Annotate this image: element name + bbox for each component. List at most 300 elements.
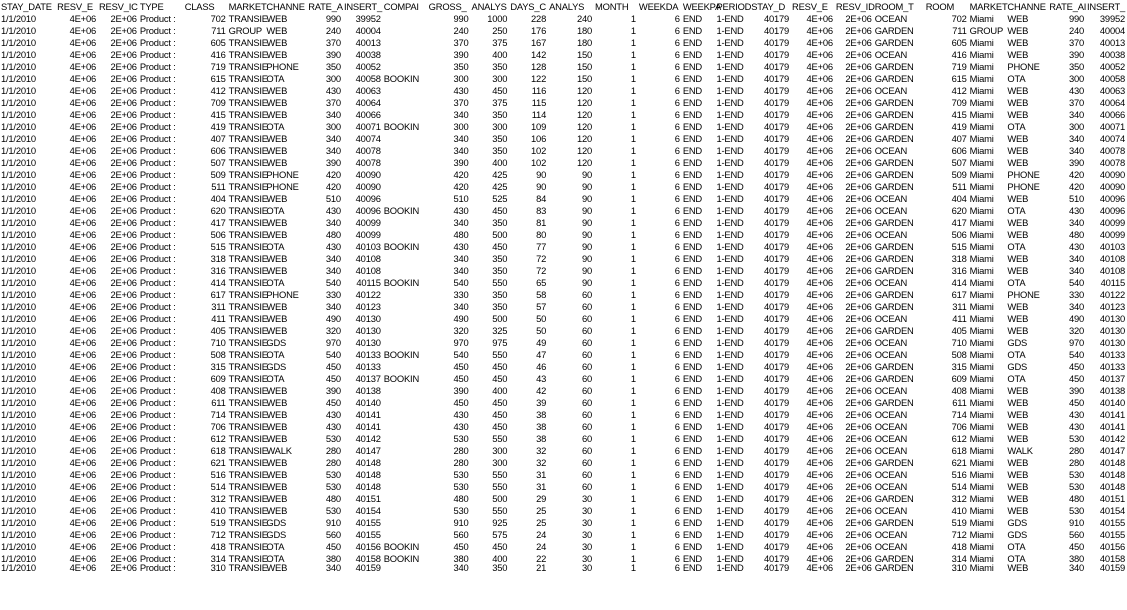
- table-cell[interactable]: Miami: [969, 517, 994, 528]
- table-cell[interactable]: 910: [1068, 517, 1084, 528]
- table-cell[interactable]: 40071: [1099, 121, 1125, 132]
- table-cell[interactable]: Miami: [969, 445, 994, 456]
- table-cell[interactable]: Product :: [139, 385, 176, 396]
- table-cell[interactable]: 2E+06: [845, 397, 872, 408]
- table-cell[interactable]: Miami: [969, 553, 994, 564]
- table-cell[interactable]: 40179: [763, 217, 790, 228]
- table-cell[interactable]: 990: [1068, 13, 1084, 24]
- table-cell[interactable]: 6: [674, 553, 680, 564]
- table-cell[interactable]: 1/1/2010: [1, 301, 36, 312]
- table-cell[interactable]: 2E+06: [845, 13, 872, 24]
- table-cell[interactable]: 39: [536, 397, 547, 408]
- table-cell[interactable]: END: [682, 517, 703, 528]
- table-cell[interactable]: OTA: [1007, 73, 1026, 84]
- table-cell[interactable]: 2E+06: [845, 109, 872, 120]
- table-cell[interactable]: OTA: [1007, 277, 1026, 288]
- table-cell[interactable]: 84: [536, 193, 547, 204]
- table-cell[interactable]: BOOKIN: [383, 241, 420, 252]
- table-cell[interactable]: Miami: [969, 265, 994, 276]
- table-cell[interactable]: 1/1/2010: [1, 193, 36, 204]
- table-cell[interactable]: TRANSIE: [228, 517, 268, 528]
- table-cell[interactable]: 612: [210, 433, 226, 444]
- table-cell[interactable]: 300: [492, 121, 508, 132]
- table-cell[interactable]: 450: [492, 397, 508, 408]
- table-cell[interactable]: 1-END: [716, 97, 744, 108]
- table-cell[interactable]: WEB: [266, 229, 288, 240]
- table-cell[interactable]: TRANSIE: [228, 562, 268, 573]
- table-cell[interactable]: 2E+06: [110, 349, 137, 360]
- table-cell[interactable]: 450: [453, 541, 469, 552]
- column-header[interactable]: CLASS: [184, 1, 215, 12]
- table-cell[interactable]: 312: [951, 493, 967, 504]
- table-cell[interactable]: 340: [1068, 562, 1084, 573]
- table-cell[interactable]: 40179: [763, 517, 790, 528]
- table-cell[interactable]: 1: [630, 385, 636, 396]
- table-cell[interactable]: Product :: [139, 85, 176, 96]
- table-cell[interactable]: 450: [453, 373, 469, 384]
- table-cell[interactable]: 90: [582, 241, 593, 252]
- table-cell[interactable]: Product :: [139, 205, 176, 216]
- table-cell[interactable]: END: [682, 145, 703, 156]
- table-cell[interactable]: 1-END: [716, 313, 744, 324]
- table-cell[interactable]: 240: [453, 25, 469, 36]
- table-cell[interactable]: 425: [492, 181, 508, 192]
- table-cell[interactable]: 712: [210, 529, 226, 540]
- table-cell[interactable]: Miami: [969, 421, 994, 432]
- table-cell[interactable]: 180: [576, 25, 593, 36]
- table-cell[interactable]: END: [682, 493, 703, 504]
- table-cell[interactable]: 40179: [763, 301, 790, 312]
- table-cell[interactable]: 4E+06: [69, 181, 96, 192]
- table-cell[interactable]: 1: [630, 157, 636, 168]
- table-cell[interactable]: 6: [674, 361, 680, 372]
- table-cell[interactable]: TRANSIE: [228, 493, 268, 504]
- table-cell[interactable]: 370: [1068, 97, 1084, 108]
- table-cell[interactable]: GROUP: [969, 25, 1004, 36]
- table-cell[interactable]: 40179: [763, 193, 790, 204]
- table-cell[interactable]: Product :: [139, 97, 176, 108]
- table-cell[interactable]: 530: [325, 433, 341, 444]
- table-cell[interactable]: 120: [576, 121, 593, 132]
- table-cell[interactable]: 6: [674, 109, 680, 120]
- table-cell[interactable]: 1/1/2010: [1, 337, 36, 348]
- table-cell[interactable]: TRANSIE: [228, 385, 268, 396]
- table-cell[interactable]: 2E+06: [110, 241, 137, 252]
- table-cell[interactable]: 40158: [355, 553, 381, 564]
- table-cell[interactable]: [383, 505, 428, 517]
- table-cell[interactable]: 1: [630, 529, 636, 540]
- table-cell[interactable]: 2E+06: [110, 25, 137, 36]
- table-cell[interactable]: Product :: [139, 253, 176, 264]
- table-cell[interactable]: 620: [210, 205, 226, 216]
- table-cell[interactable]: END: [682, 373, 703, 384]
- table-cell[interactable]: 1: [630, 337, 636, 348]
- table-cell[interactable]: END: [682, 505, 703, 516]
- table-cell[interactable]: 2E+06: [845, 133, 872, 144]
- column-header[interactable]: WEEKPA: [682, 1, 722, 12]
- table-cell[interactable]: 40179: [763, 445, 790, 456]
- table-cell[interactable]: Miami: [969, 49, 994, 60]
- table-cell[interactable]: 40108: [355, 265, 381, 276]
- table-cell[interactable]: Product :: [139, 169, 176, 180]
- table-cell[interactable]: 6: [674, 481, 680, 492]
- table-cell[interactable]: Product :: [139, 13, 176, 24]
- column-header[interactable]: STAY_DATE: [1, 1, 52, 12]
- table-cell[interactable]: 47: [536, 349, 547, 360]
- table-cell[interactable]: Product :: [139, 109, 176, 120]
- table-cell[interactable]: 6: [674, 85, 680, 96]
- table-cell[interactable]: Product :: [139, 409, 176, 420]
- table-cell[interactable]: Product :: [139, 445, 176, 456]
- table-cell[interactable]: 2E+06: [845, 517, 872, 528]
- table-cell[interactable]: 40130: [1099, 337, 1125, 348]
- table-cell[interactable]: 560: [1068, 529, 1084, 540]
- table-cell[interactable]: 60: [582, 397, 593, 408]
- table-cell[interactable]: 417: [210, 217, 226, 228]
- table-cell[interactable]: 50: [536, 325, 547, 336]
- table-cell[interactable]: 1/1/2010: [1, 241, 36, 252]
- table-cell[interactable]: 2E+06: [110, 469, 137, 480]
- table-cell[interactable]: END: [682, 37, 703, 48]
- table-cell[interactable]: 430: [1068, 409, 1084, 420]
- table-cell[interactable]: 4E+06: [806, 265, 833, 276]
- table-cell[interactable]: 6: [674, 373, 680, 384]
- table-cell[interactable]: 90: [582, 181, 593, 192]
- table-cell[interactable]: 128: [531, 61, 547, 72]
- table-cell[interactable]: TRANSIE: [228, 289, 268, 300]
- table-cell[interactable]: 2E+06: [110, 265, 137, 276]
- table-cell[interactable]: Miami: [969, 109, 994, 120]
- table-cell[interactable]: 530: [1068, 505, 1084, 516]
- table-cell[interactable]: 320: [325, 325, 341, 336]
- table-cell[interactable]: 340: [453, 133, 469, 144]
- table-cell[interactable]: TRANSIE: [228, 505, 268, 516]
- table-cell[interactable]: 1: [630, 409, 636, 420]
- table-cell[interactable]: 450: [325, 373, 341, 384]
- table-cell[interactable]: 2E+06: [845, 385, 872, 396]
- table-cell[interactable]: TRANSIE: [228, 445, 268, 456]
- table-cell[interactable]: [383, 301, 428, 313]
- table-cell[interactable]: 1: [630, 397, 636, 408]
- table-cell[interactable]: 320: [1068, 325, 1084, 336]
- table-cell[interactable]: 430: [325, 205, 341, 216]
- table-cell[interactable]: 414: [951, 277, 967, 288]
- table-cell[interactable]: TRANSIE: [228, 469, 268, 480]
- table-cell[interactable]: GARDEN: [874, 361, 914, 372]
- table-cell[interactable]: 30: [582, 493, 593, 504]
- table-cell[interactable]: 2E+06: [845, 433, 872, 444]
- table-cell[interactable]: 975: [492, 337, 508, 348]
- table-cell[interactable]: 1/1/2010: [1, 349, 36, 360]
- table-cell[interactable]: 2E+06: [845, 49, 872, 60]
- table-cell[interactable]: 618: [951, 445, 967, 456]
- table-cell[interactable]: 1-END: [716, 289, 744, 300]
- table-cell[interactable]: 405: [951, 325, 967, 336]
- table-cell[interactable]: 1: [630, 481, 636, 492]
- table-cell[interactable]: 370: [1068, 37, 1084, 48]
- table-cell[interactable]: 340: [1068, 217, 1084, 228]
- table-cell[interactable]: 2E+06: [845, 373, 872, 384]
- table-cell[interactable]: [383, 397, 428, 409]
- table-cell[interactable]: 300: [453, 73, 469, 84]
- table-cell[interactable]: 507: [951, 157, 967, 168]
- table-cell[interactable]: 617: [210, 289, 226, 300]
- table-cell[interactable]: 2E+06: [110, 385, 137, 396]
- table-cell[interactable]: 4E+06: [806, 217, 833, 228]
- table-cell[interactable]: WEB: [1007, 157, 1029, 168]
- table-cell[interactable]: 1/1/2010: [1, 385, 36, 396]
- table-cell[interactable]: 4E+06: [806, 409, 833, 420]
- table-cell[interactable]: [383, 409, 428, 421]
- table-cell[interactable]: 4E+06: [806, 133, 833, 144]
- table-cell[interactable]: 1/1/2010: [1, 361, 36, 372]
- table-cell[interactable]: 1-END: [716, 193, 744, 204]
- table-cell[interactable]: 910: [453, 517, 469, 528]
- table-cell[interactable]: 4E+06: [806, 301, 833, 312]
- table-cell[interactable]: OCEAN: [874, 313, 908, 324]
- table-cell[interactable]: 6: [674, 457, 680, 468]
- table-cell[interactable]: OTA: [1007, 349, 1026, 360]
- table-cell[interactable]: 1/1/2010: [1, 13, 36, 24]
- table-cell[interactable]: 1/1/2010: [1, 325, 36, 336]
- table-cell[interactable]: Product :: [139, 133, 176, 144]
- table-cell[interactable]: 390: [1068, 49, 1084, 60]
- table-cell[interactable]: 167: [531, 37, 547, 48]
- table-cell[interactable]: 408: [951, 385, 967, 396]
- table-cell[interactable]: OCEAN: [874, 85, 908, 96]
- table-cell[interactable]: 2E+06: [845, 445, 872, 456]
- table-cell[interactable]: 530: [1068, 433, 1084, 444]
- table-cell[interactable]: Product :: [139, 157, 176, 168]
- table-cell[interactable]: 4E+06: [806, 541, 833, 552]
- table-cell[interactable]: Product :: [139, 241, 176, 252]
- table-cell[interactable]: 40179: [763, 289, 790, 300]
- table-cell[interactable]: 1-END: [716, 121, 744, 132]
- table-cell[interactable]: 390: [453, 49, 469, 60]
- table-cell[interactable]: 430: [325, 241, 341, 252]
- table-cell[interactable]: 510: [325, 193, 341, 204]
- table-cell[interactable]: 411: [952, 313, 967, 324]
- table-cell[interactable]: 150: [576, 49, 593, 60]
- table-cell[interactable]: [383, 481, 428, 493]
- table-cell[interactable]: 90: [582, 253, 593, 264]
- table-cell[interactable]: 1-END: [716, 205, 744, 216]
- table-cell[interactable]: 40099: [355, 217, 381, 228]
- table-cell[interactable]: WEB: [266, 301, 288, 312]
- table-cell[interactable]: END: [682, 421, 703, 432]
- table-cell[interactable]: 420: [1068, 169, 1084, 180]
- table-cell[interactable]: WEB: [1007, 505, 1029, 516]
- table-cell[interactable]: 6: [674, 337, 680, 348]
- table-cell[interactable]: Product :: [139, 193, 176, 204]
- table-cell[interactable]: END: [682, 97, 703, 108]
- table-cell[interactable]: 60: [582, 289, 593, 300]
- table-cell[interactable]: GARDEN: [874, 169, 914, 180]
- table-cell[interactable]: 1: [630, 169, 636, 180]
- table-cell[interactable]: 2E+06: [845, 562, 872, 573]
- table-cell[interactable]: 412: [210, 85, 226, 96]
- table-cell[interactable]: 450: [1068, 397, 1084, 408]
- table-cell[interactable]: 550: [492, 481, 508, 492]
- table-cell[interactable]: GDS: [266, 529, 287, 540]
- table-cell[interactable]: 1: [630, 37, 636, 48]
- table-cell[interactable]: OCEAN: [874, 229, 908, 240]
- table-cell[interactable]: 1: [630, 505, 636, 516]
- table-cell[interactable]: 1: [630, 217, 636, 228]
- table-cell[interactable]: 706: [951, 421, 967, 432]
- table-cell[interactable]: 430: [453, 241, 469, 252]
- table-cell[interactable]: 40148: [355, 469, 381, 480]
- table-cell[interactable]: GARDEN: [874, 217, 914, 228]
- table-cell[interactable]: Product :: [139, 25, 176, 36]
- column-header[interactable]: RATE_AI: [1049, 1, 1087, 12]
- table-cell[interactable]: 316: [951, 265, 967, 276]
- table-cell[interactable]: Miami: [969, 253, 994, 264]
- table-cell[interactable]: Product :: [139, 325, 176, 336]
- table-cell[interactable]: 6: [674, 25, 680, 36]
- table-cell[interactable]: WEB: [1007, 325, 1029, 336]
- table-cell[interactable]: Product :: [139, 421, 176, 432]
- table-cell[interactable]: 4E+06: [806, 85, 833, 96]
- table-cell[interactable]: 6: [674, 289, 680, 300]
- table-cell[interactable]: 38: [536, 421, 547, 432]
- table-cell[interactable]: BOOKIN: [383, 121, 420, 132]
- table-cell[interactable]: 2E+06: [110, 361, 137, 372]
- table-cell[interactable]: 2E+06: [110, 49, 137, 60]
- table-cell[interactable]: 40179: [763, 469, 790, 480]
- table-cell[interactable]: 420: [453, 169, 469, 180]
- table-cell[interactable]: 340: [1068, 145, 1084, 156]
- table-cell[interactable]: WEB: [266, 385, 288, 396]
- column-header[interactable]: PERIOD: [716, 1, 752, 12]
- table-cell[interactable]: END: [682, 301, 703, 312]
- table-cell[interactable]: 2E+06: [110, 253, 137, 264]
- table-cell[interactable]: 1: [630, 421, 636, 432]
- table-cell[interactable]: WEB: [1007, 313, 1029, 324]
- table-cell[interactable]: 1: [630, 73, 636, 84]
- table-cell[interactable]: 1: [630, 289, 636, 300]
- table-cell[interactable]: 4E+06: [806, 229, 833, 240]
- table-cell[interactable]: [383, 25, 428, 37]
- table-cell[interactable]: 990: [325, 13, 341, 24]
- table-cell[interactable]: Product :: [139, 349, 176, 360]
- table-cell[interactable]: 1-END: [716, 493, 744, 504]
- table-cell[interactable]: END: [682, 73, 703, 84]
- table-cell[interactable]: 1-END: [716, 541, 744, 552]
- table-cell[interactable]: 2E+06: [110, 205, 137, 216]
- table-cell[interactable]: [383, 133, 428, 145]
- table-cell[interactable]: 40013: [355, 37, 381, 48]
- table-cell[interactable]: TRANSIE: [228, 85, 268, 96]
- table-cell[interactable]: 40123: [1099, 301, 1125, 312]
- table-cell[interactable]: 1/1/2010: [1, 517, 36, 528]
- table-cell[interactable]: 4E+06: [806, 421, 833, 432]
- table-cell[interactable]: 40158: [1099, 553, 1125, 564]
- table-cell[interactable]: 621: [951, 457, 967, 468]
- table-cell[interactable]: 40130: [1099, 313, 1125, 324]
- table-cell[interactable]: [383, 145, 428, 157]
- table-cell[interactable]: Miami: [969, 433, 994, 444]
- table-cell[interactable]: 330: [325, 289, 341, 300]
- table-cell[interactable]: Miami: [969, 73, 994, 84]
- table-cell[interactable]: 4E+06: [69, 169, 96, 180]
- table-cell[interactable]: 925: [492, 517, 508, 528]
- table-cell[interactable]: 6: [674, 433, 680, 444]
- table-cell[interactable]: Product :: [139, 505, 176, 516]
- table-cell[interactable]: 450: [492, 361, 508, 372]
- table-cell[interactable]: 4E+06: [806, 373, 833, 384]
- table-cell[interactable]: 6: [674, 157, 680, 168]
- table-cell[interactable]: 1-END: [716, 433, 744, 444]
- table-cell[interactable]: [383, 469, 428, 481]
- table-cell[interactable]: TRANSIE: [228, 553, 268, 564]
- table-cell[interactable]: 2E+06: [845, 181, 872, 192]
- table-cell[interactable]: 280: [1068, 445, 1084, 456]
- table-cell[interactable]: 714: [210, 409, 226, 420]
- table-cell[interactable]: 1: [630, 49, 636, 60]
- table-cell[interactable]: WEB: [266, 562, 288, 573]
- table-cell[interactable]: TRANSIE: [228, 157, 268, 168]
- table-cell[interactable]: Miami: [969, 373, 994, 384]
- table-cell[interactable]: WEB: [1007, 385, 1029, 396]
- table-cell[interactable]: OTA: [1007, 121, 1026, 132]
- table-cell[interactable]: 300: [1068, 121, 1084, 132]
- table-cell[interactable]: 40130: [1099, 325, 1125, 336]
- table-cell[interactable]: [383, 193, 428, 205]
- table-cell[interactable]: 60: [582, 409, 593, 420]
- table-cell[interactable]: 4E+06: [69, 301, 96, 312]
- column-header[interactable]: MARKET: [228, 1, 267, 12]
- table-cell[interactable]: GARDEN: [874, 289, 914, 300]
- table-cell[interactable]: 120: [576, 157, 593, 168]
- table-cell[interactable]: 350: [492, 109, 508, 120]
- table-cell[interactable]: 340: [453, 217, 469, 228]
- table-cell[interactable]: 1-END: [716, 145, 744, 156]
- table-cell[interactable]: [383, 421, 428, 433]
- table-cell[interactable]: 330: [1068, 289, 1084, 300]
- table-cell[interactable]: 228: [531, 13, 547, 24]
- table-cell[interactable]: 40147: [355, 445, 381, 456]
- table-cell[interactable]: [383, 445, 428, 457]
- table-cell[interactable]: 300: [325, 121, 341, 132]
- table-cell[interactable]: Miami: [969, 37, 994, 48]
- table-cell[interactable]: TRANSIE: [228, 121, 268, 132]
- table-cell[interactable]: 617: [951, 289, 967, 300]
- table-cell[interactable]: END: [682, 325, 703, 336]
- table-cell[interactable]: 2E+06: [110, 289, 137, 300]
- table-cell[interactable]: 330: [453, 289, 469, 300]
- table-cell[interactable]: 2E+06: [110, 109, 137, 120]
- table-cell[interactable]: 325: [492, 325, 508, 336]
- table-cell[interactable]: 1/1/2010: [1, 61, 36, 72]
- table-cell[interactable]: 40155: [1099, 529, 1125, 540]
- table-cell[interactable]: 530: [325, 505, 341, 516]
- table-cell[interactable]: 21: [536, 562, 547, 573]
- table-cell[interactable]: WEB: [266, 265, 288, 276]
- table-cell[interactable]: 430: [1068, 241, 1084, 252]
- table-cell[interactable]: 40154: [1099, 505, 1125, 516]
- table-cell[interactable]: Product :: [139, 469, 176, 480]
- table-cell[interactable]: 1: [630, 325, 636, 336]
- table-cell[interactable]: 40179: [763, 13, 790, 24]
- table-cell[interactable]: 712: [951, 529, 967, 540]
- table-cell[interactable]: BOOKIN: [383, 73, 420, 84]
- table-cell[interactable]: TRANSIE: [228, 313, 268, 324]
- table-cell[interactable]: OTA: [1007, 553, 1026, 564]
- table-cell[interactable]: 2E+06: [110, 157, 137, 168]
- table-cell[interactable]: BOOKIN: [383, 541, 420, 552]
- table-cell[interactable]: [383, 85, 428, 97]
